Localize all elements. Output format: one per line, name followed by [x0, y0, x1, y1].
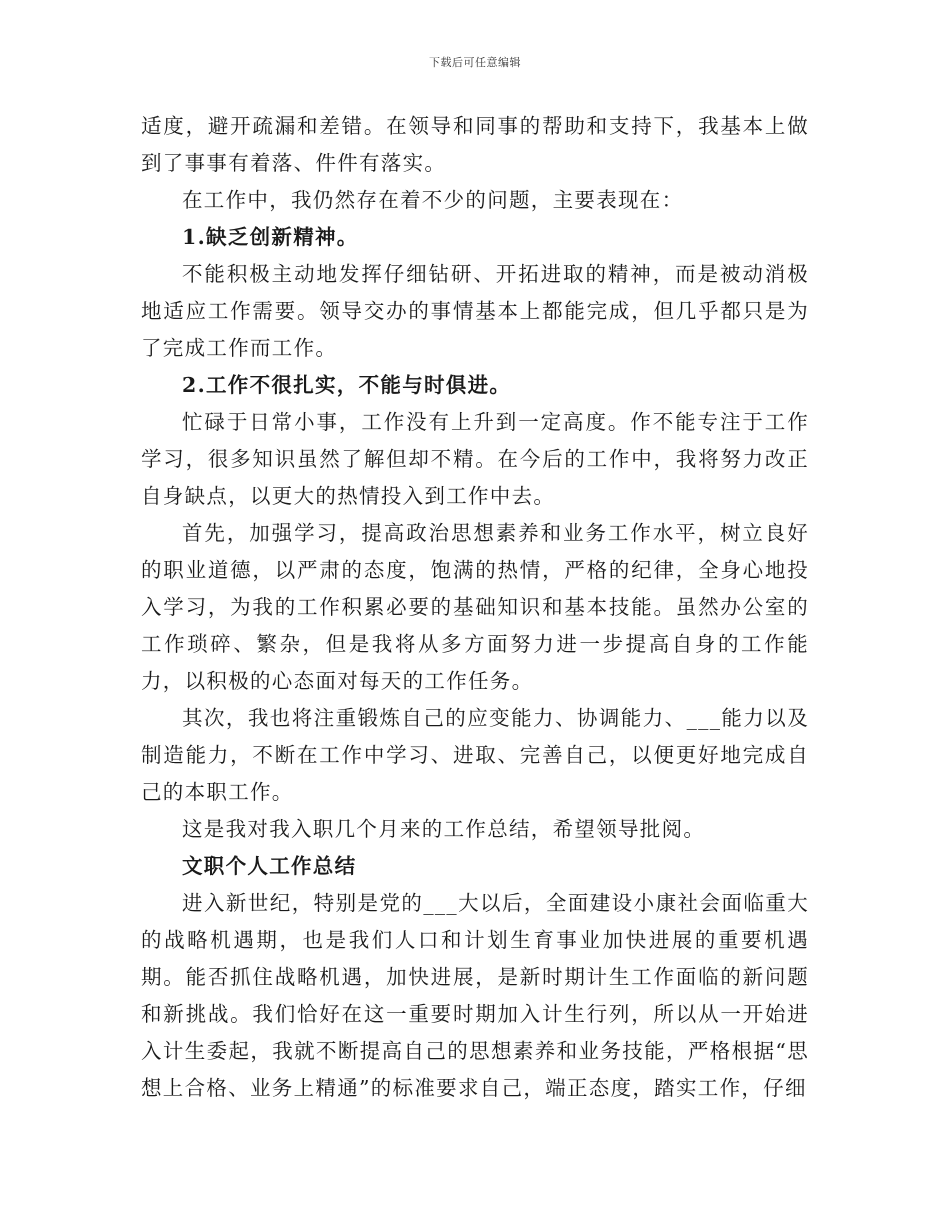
section-heading-1: 1.缺乏创新精神。: [182, 225, 359, 249]
paragraph-8: 进入新世纪，特别是党的___大以后，全面建设小康社会面临重大的战略机遇期，也是我们人口和计划生育事业加快进展的重要机遇期。能否抓住战略机遇，加快进展，是新时期计生工作面临的新问题和新挑战。我们恰好在这一重要时期加入计生行列，所以从一开始进入计生委起，我就不断提高自己的思想素养和业务技能，严格根据“思想上合格、业务上精通”的标准要求自己，端正态度，踏实工作，仔细: [141, 891, 809, 1100]
paragraph-4: 忙碌于日常小事，工作没有上升到一定高度。作不能专注于工作学习，很多知识虽然了解但却不精。在今后的工作中，我将努力改正自身缺点，以更大的热情投入到工作中去。: [141, 410, 809, 508]
paragraph-2: 在工作中，我仍然存在着不少的问题，主要表现在：: [182, 188, 684, 212]
paragraph-5: 首先，加强学习，提高政治思想素养和业务工作水平，树立良好的职业道德，以严肃的态度，饱满的热情，严格的纪律，全身心地投入学习，为我的工作积累必要的基础知识和基本技能。虽然办公室的工作琐碎、繁杂，但是我将从多方面努力进一步提高自身的工作能力，以积极的心态面对每天的工作任务。: [141, 521, 809, 693]
paragraph-1: 适度，避开疏漏和差错。在领导和同事的帮助和支持下，我基本上做到了事事有着落、件件有落实。: [141, 114, 809, 175]
document-title: 文职个人工作总结: [182, 854, 357, 878]
paragraph-7: 这是我对我入职几个月来的工作总结，希望领导批阅。: [182, 817, 706, 841]
section-heading-2: 2.工作不很扎实，不能与时俱进。: [182, 373, 512, 397]
paragraph-6: 其次，我也将注重锻炼自己的应变能力、协调能力、___能力以及制造能力，不断在工作中学习、进取、完善自己，以便更好地完成自己的本职工作。: [141, 706, 809, 804]
paragraph-3: 不能积极主动地发挥仔细钻研、开拓进取的精神，而是被动消极地适应工作需要。领导交办的事情基本上都能完成，但几乎都只是为了完成工作而工作。: [141, 262, 809, 360]
document-body: [141, 108, 809, 1107]
header-note: 下载后可任意编辑: [429, 56, 521, 69]
